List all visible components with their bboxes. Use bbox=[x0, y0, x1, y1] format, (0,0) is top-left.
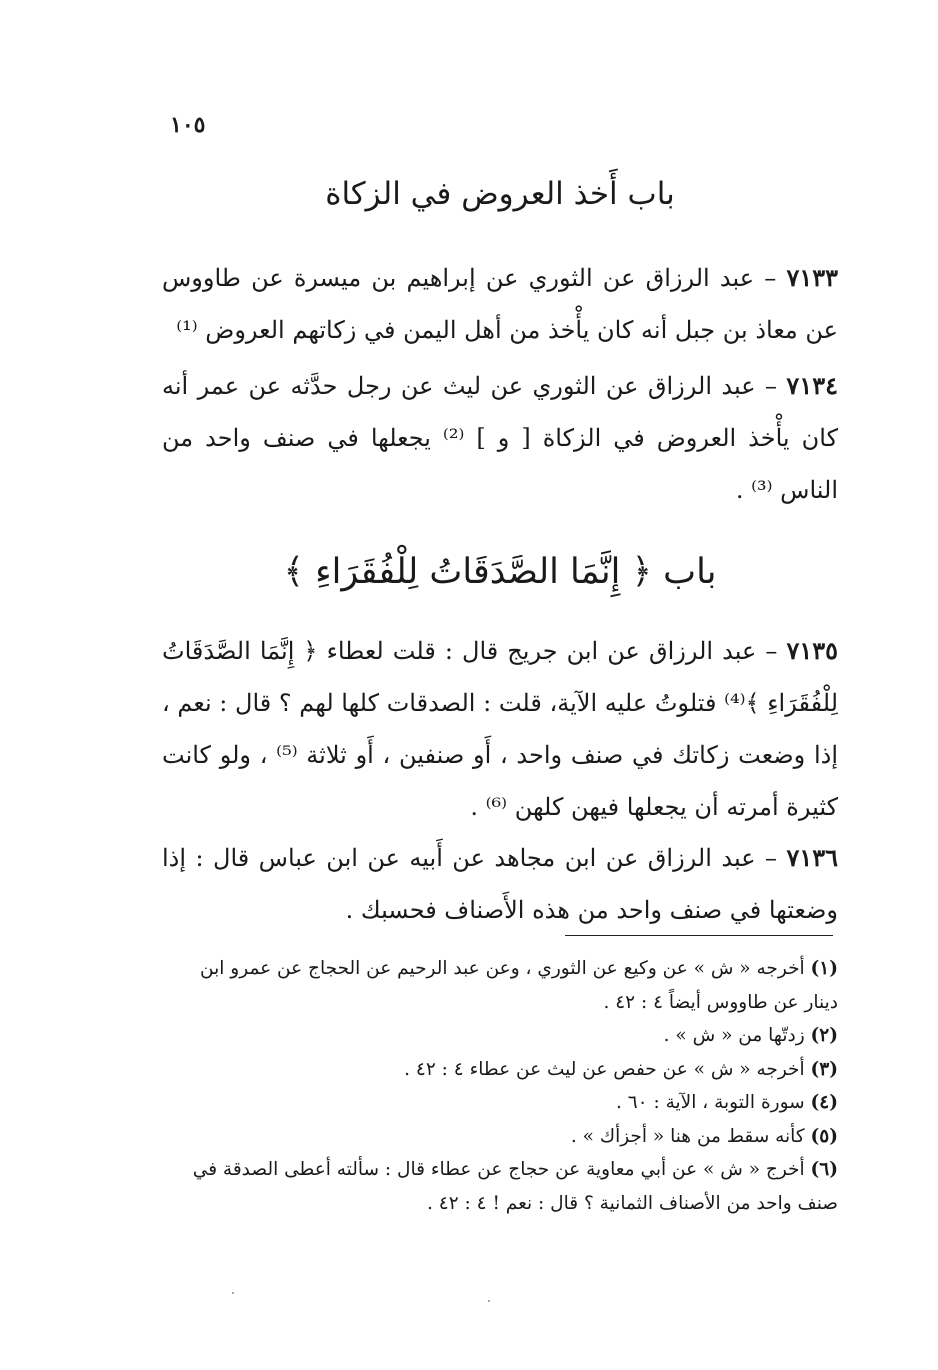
hadith-text: عبد الرزاق عن ابن مجاهد عن أَبيه عن ابن عباس قال : إذا وضعتها في صنف واحد من هذه الأَصناف فحسبك . bbox=[162, 844, 838, 924]
hadith-paragraph bbox=[162, 252, 838, 356]
scan-speck bbox=[232, 1292, 234, 1294]
footnote bbox=[162, 1086, 838, 1120]
footnote-number: (١) bbox=[810, 958, 838, 979]
footnote-text: سورة التوبة ، الآية : ٦٠ . bbox=[615, 1092, 805, 1113]
chapter-title-2: باب ﴿ إِنَّمَا الصَّدَقَاتُ لِلْفُقَرَاءِ ﴾ bbox=[283, 552, 717, 592]
hadith-text: عبد الرزاق عن الثوري عن ليث عن رجل حدَّثه عن عمر أنه كان يأْخذ العروض في الزكاة [ و ] ⁽²⁾ يجعلها في صنف واحد من الناس ⁽³⁾ . bbox=[162, 372, 838, 504]
hadith-text: عبد الرزاق عن ابن جريج قال : قلت لعطاء ﴿ إِنَّمَا الصَّدَقَاتُ لِلْفُقَرَاءِ ﴾⁽⁴⁾ فتلوتُ عليه الآية، قلت : الصدقات كلها لهم ؟ قال : نعم ، إذا وضعت زكاتك في صنف واحد ، أَو صنفين ، أَو ثلاثة ⁽⁵⁾ ، ولو كانت كثيرة أمرته أن يجعلها فيهن كلهن ⁽⁶⁾ . bbox=[162, 637, 839, 821]
footnote bbox=[162, 1053, 838, 1087]
hadith-number: ٧١٣٦ bbox=[786, 843, 838, 872]
footnote-number: (٥) bbox=[810, 1125, 838, 1147]
dash: – bbox=[764, 264, 777, 292]
footnotes-list bbox=[162, 952, 838, 1220]
footnote bbox=[162, 952, 838, 1019]
hadith-paragraph bbox=[162, 832, 838, 936]
footnote-number: (٣) bbox=[810, 1058, 838, 1080]
hadith-text: عبد الرزاق عن الثوري عن إبراهيم بن ميسرة عن طاووس عن معاذ بن جبل أنه كان يأْخذ من أهل اليمن في زكاتهم العروض ⁽¹⁾ bbox=[162, 264, 838, 344]
hadith-paragraph bbox=[162, 360, 838, 516]
hadith-number: ٧١٣٣ bbox=[786, 263, 838, 292]
footnote-text: كأنه سقط من هنا « أجزأك » . bbox=[570, 1125, 805, 1147]
page-number: ١٠٥ bbox=[170, 112, 206, 138]
footnote-text: زدتّها من « ش » . bbox=[663, 1025, 805, 1046]
dash: – bbox=[764, 844, 777, 872]
chapter-title-1: باب أَخذ العروض في الزكاة bbox=[325, 176, 675, 212]
footnote-number: (٦) bbox=[810, 1159, 838, 1180]
hadith-paragraph bbox=[162, 625, 838, 833]
hadith-number: ٧١٣٤ bbox=[786, 371, 838, 400]
footnote-number: (٢) bbox=[810, 1025, 838, 1046]
footnote-text: أخرجه « ش » عن حفص عن ليث عن عطاء ٤ : ٤٢ . bbox=[404, 1058, 805, 1080]
scan-speck bbox=[488, 1300, 490, 1302]
footnote-number: (٤) bbox=[810, 1092, 838, 1113]
footnote-text: أخرجه « ش » عن وكيع عن الثوري ، وعن عبد الرحيم عن الحجاج عن عمرو ابن دينار عن طاووس أيضاً ٤ : ٤٢ . bbox=[200, 958, 838, 1013]
footnote-separator bbox=[565, 935, 833, 936]
dash: – bbox=[765, 372, 777, 400]
hadith-number: ٧١٣٥ bbox=[786, 636, 838, 665]
footnote bbox=[162, 1019, 838, 1053]
dash: – bbox=[765, 637, 778, 665]
footnote bbox=[162, 1153, 838, 1220]
footnote bbox=[162, 1120, 838, 1154]
footnote-text: أخرج « ش » عن أبي معاوية عن حجاج عن عطاء قال : سألته أعطى الصدقة في صنف واحد من الأصناف الثمانية ؟ قال : نعم ! ٤ : ٤٢ . bbox=[192, 1159, 838, 1214]
